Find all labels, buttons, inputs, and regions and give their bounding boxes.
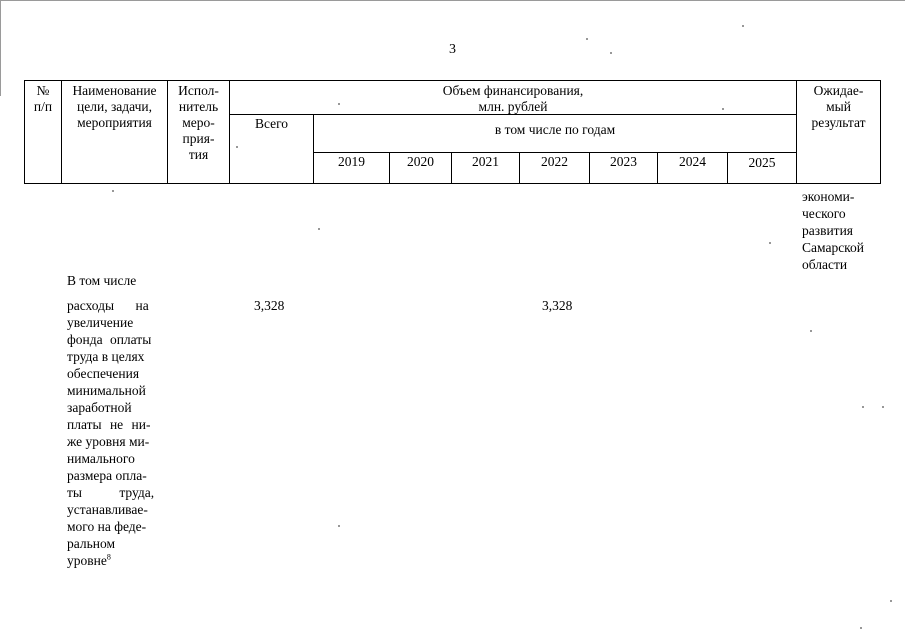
scan-speck — [860, 627, 862, 629]
header-text-line: цели, задачи, — [77, 99, 152, 114]
scan-speck — [112, 190, 114, 192]
header-col-total: Всего — [254, 116, 289, 131]
result-text — [802, 188, 880, 273]
row-name-line: платы не ни- — [67, 417, 151, 432]
header-year-2023: 2023 — [610, 154, 637, 169]
row-name-line: мого на феде- — [67, 519, 147, 534]
header-text-line: мероприятия — [77, 115, 152, 130]
header-year-2020: 2020 — [407, 154, 434, 169]
header-col-result — [797, 83, 880, 131]
header-col-executor — [168, 83, 229, 163]
footnote-marker: 8 — [106, 552, 111, 562]
header-year-2022: 2022 — [541, 154, 568, 169]
result-text-line: Самарской — [802, 240, 865, 255]
scan-speck — [862, 406, 864, 408]
header-text-line: прия- — [182, 131, 215, 146]
header-text-line: млн. рублей — [478, 99, 548, 114]
header-year-2024: 2024 — [679, 154, 706, 169]
row-name-line: расходы на — [67, 298, 149, 313]
header-col-name — [62, 83, 167, 131]
table-top-border — [24, 80, 881, 81]
scan-speck — [769, 242, 771, 244]
header-text-line: нитель — [178, 99, 219, 114]
page-number: 3 — [449, 42, 456, 57]
row-name-line: уровне — [67, 553, 107, 568]
scan-speck — [338, 525, 340, 527]
row-name-line: фонда оплаты — [67, 332, 152, 347]
scan-speck — [338, 103, 340, 105]
table-years-line — [313, 152, 796, 153]
row-name-line: труда в целях — [67, 349, 145, 364]
scan-speck — [586, 38, 588, 40]
row-name-line: устанавливае- — [67, 502, 148, 517]
header-col-by-years: в том числе по годам — [494, 122, 616, 137]
header-text-line: мый — [826, 99, 851, 114]
scan-speck — [722, 108, 724, 110]
row-value-2022: 3,328 — [542, 298, 573, 313]
scan-edge-left — [0, 0, 1, 96]
scan-edge-top — [0, 0, 905, 1]
header-col-funding — [230, 83, 796, 115]
result-text-line: экономи- — [802, 189, 855, 204]
scan-speck — [742, 25, 744, 27]
row-name-line: ты труда, — [67, 485, 155, 500]
header-text-line: п/п — [33, 99, 53, 114]
row-name-line: размера опла- — [67, 468, 147, 483]
scan-speck — [236, 146, 238, 148]
header-text-line: Объем финансирования, — [442, 83, 584, 98]
row-name-last-line — [67, 552, 163, 569]
scan-speck — [890, 600, 892, 602]
header-text-line: тия — [188, 147, 209, 162]
result-text-line: ческого — [802, 206, 846, 221]
row-name-line: заработной — [67, 400, 132, 415]
row-name-line: увеличение — [67, 315, 134, 330]
scan-speck — [882, 406, 884, 408]
header-text-line: № — [36, 83, 50, 98]
scan-speck — [318, 228, 320, 230]
header-col-number — [25, 83, 61, 115]
table-header-bottom — [24, 183, 881, 184]
header-text-line: меро- — [182, 115, 215, 130]
row-name-line: минимальной — [67, 383, 146, 398]
result-text-line: области — [802, 257, 848, 272]
header-text-line: Испол- — [178, 83, 219, 98]
row-name-line: же уровня ми- — [67, 434, 150, 449]
table-right-border — [880, 80, 881, 184]
scan-speck — [810, 330, 812, 332]
header-year-2025: 2025 — [748, 155, 776, 170]
row-name-line: нимального — [67, 451, 135, 466]
header-year-2021: 2021 — [472, 154, 499, 169]
result-text-line: развития — [802, 223, 854, 238]
row-name-cell — [67, 297, 163, 569]
section-label: В том числе — [67, 273, 137, 288]
row-total-value: 3,328 — [254, 298, 285, 313]
header-text-line: Наименование — [72, 83, 157, 98]
scan-speck — [610, 52, 612, 54]
row-name-line: ральном — [67, 536, 116, 551]
header-text-line: Ожидае- — [813, 83, 864, 98]
row-name-line: обеспечения — [67, 366, 140, 381]
header-text-line: результат — [811, 115, 866, 130]
header-year-2019: 2019 — [338, 154, 365, 169]
